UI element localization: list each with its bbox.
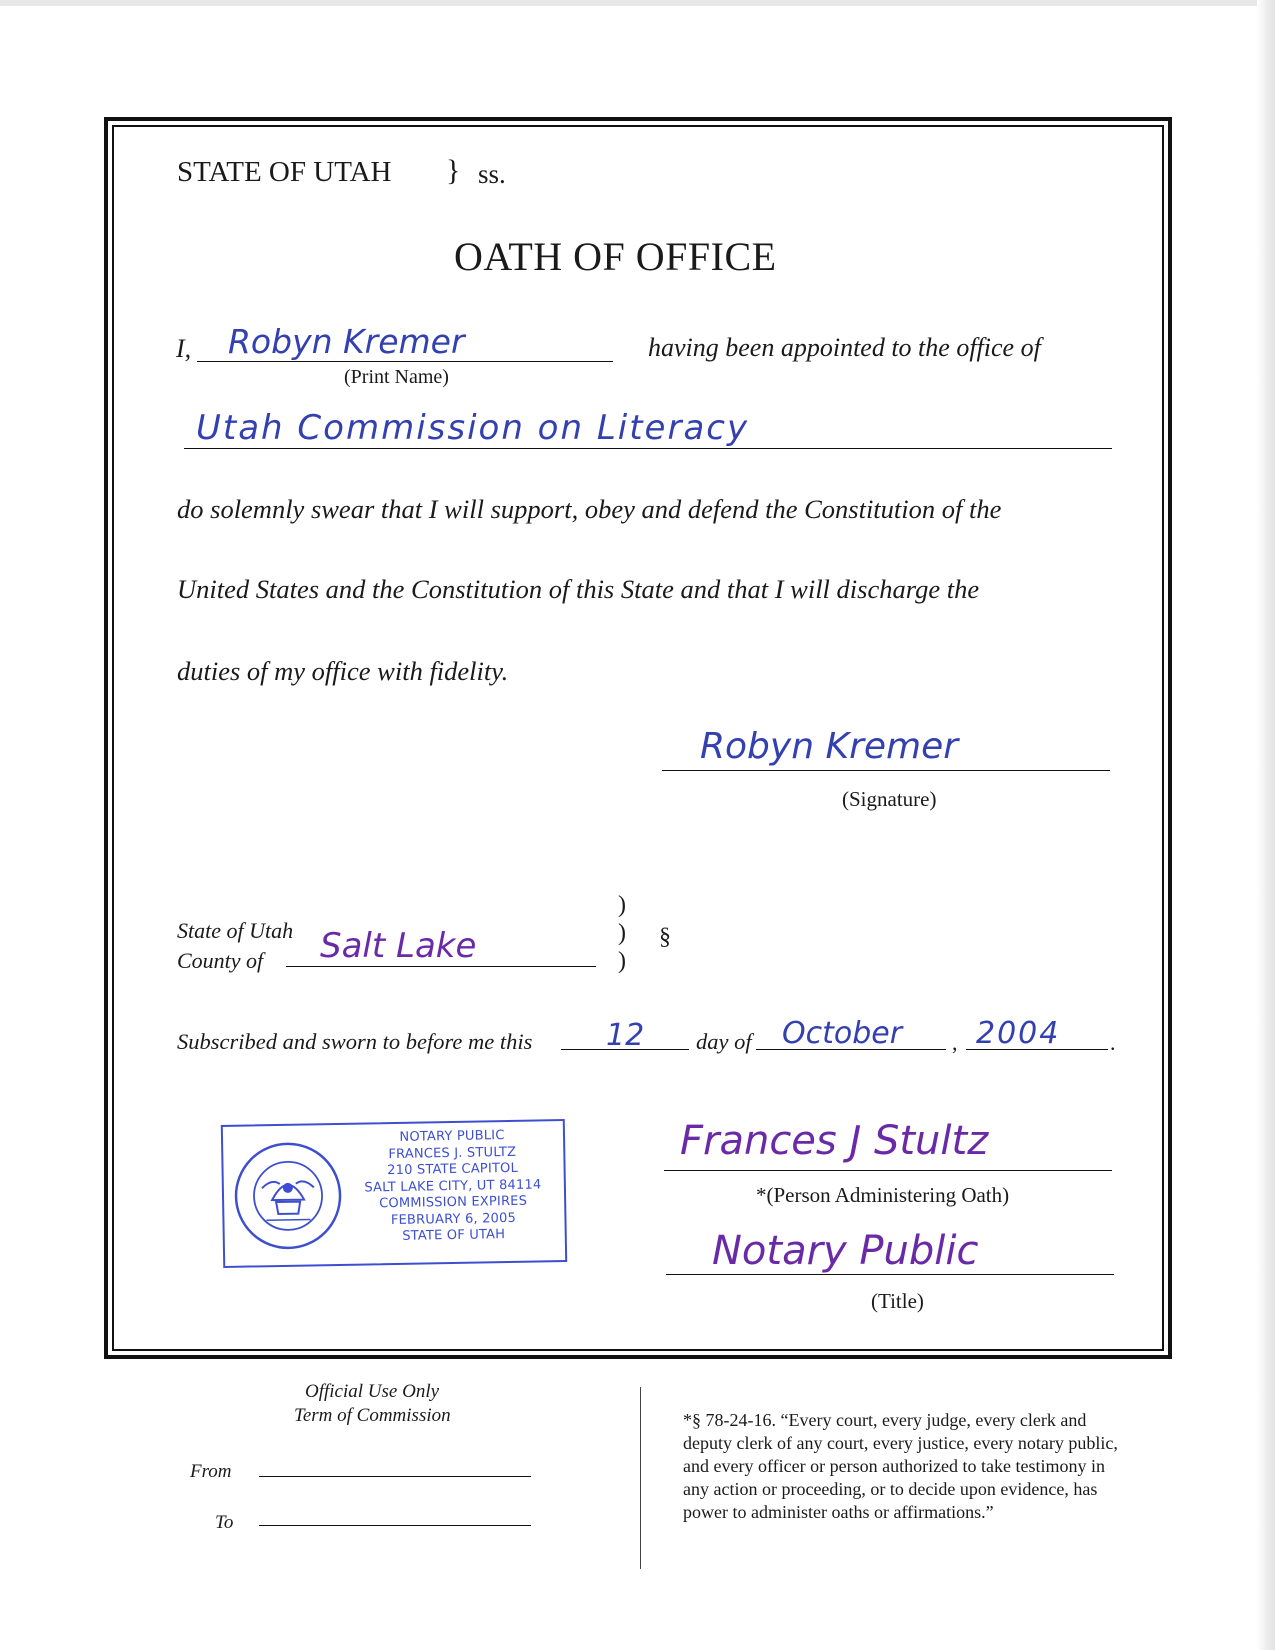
state-of-utah-label: State of Utah [177, 918, 294, 943]
venue-paren-3: ) [618, 948, 626, 974]
footer-divider [640, 1387, 641, 1569]
legal-line: any action or proceeding, or to decide upon evidence, has [683, 1479, 1098, 1499]
i-label: I, [176, 334, 192, 363]
stamp-line: STATE OF UTAH [402, 1227, 506, 1244]
stamp-line: SALT LAKE CITY, UT 84114 [364, 1176, 542, 1196]
legal-footnote [683, 1409, 1203, 1524]
signature-line [662, 770, 1110, 771]
scan-right-edge [1257, 0, 1275, 1650]
from-line [259, 1476, 531, 1477]
notary-stamp [221, 1119, 567, 1268]
official-use-heading: Official Use Only [305, 1381, 440, 1402]
date-comma: , [952, 1030, 958, 1055]
administering-signature-handwritten: Frances J Stultz [680, 1118, 989, 1164]
day-of-text: day of [696, 1029, 752, 1054]
date-period: . [1110, 1030, 1116, 1055]
stamp-text [343, 1127, 563, 1246]
signature-caption: (Signature) [842, 787, 937, 811]
state-seal-icon [231, 1139, 345, 1253]
legal-line: power to administer oaths or affirmations.” [683, 1502, 994, 1522]
day-handwritten: 12 [606, 1018, 645, 1053]
office-handwritten: Utah Commission on Literacy [196, 408, 750, 448]
title-handwritten: Notary Public [712, 1228, 979, 1274]
stamp-line: COMMISSION EXPIRES [379, 1193, 528, 1212]
signature-handwritten: Robyn Kremer [700, 726, 959, 767]
stamp-line: FRANCES J. STULTZ [388, 1144, 517, 1162]
legal-line: *§ 78-24-16. “Every court, every judge, every clerk and [683, 1410, 1087, 1430]
term-heading: Term of Commission [294, 1405, 451, 1426]
state-heading: STATE OF UTAH [177, 156, 392, 188]
venue-paren-1: ) [618, 892, 626, 918]
title-caption: (Title) [871, 1289, 924, 1313]
scan-top-edge [0, 0, 1275, 6]
venue-paren-2: ) [618, 920, 626, 946]
venue-brace: } [446, 154, 461, 187]
oath-body-line-2: United States and the Constitution of this State and that I will discharge the [177, 574, 980, 604]
subscribed-text: Subscribed and sworn to before me this [177, 1029, 533, 1054]
ss-label: ss. [478, 159, 506, 189]
appointed-text: having been appointed to the office of [648, 333, 1041, 362]
print-name-caption: (Print Name) [344, 366, 449, 388]
name-handwritten: Robyn Kremer [228, 322, 465, 361]
to-line [259, 1525, 531, 1526]
page-title: OATH OF OFFICE [454, 234, 777, 279]
section-symbol: § [659, 924, 671, 950]
title-line [666, 1274, 1114, 1275]
legal-line: deputy clerk of any court, every justice, every notary public, [683, 1433, 1118, 1453]
stamp-line: FEBRUARY 6, 2005 [390, 1210, 517, 1228]
stamp-line: NOTARY PUBLIC [399, 1128, 505, 1145]
county-line [286, 966, 596, 967]
from-label: From [190, 1461, 232, 1482]
legal-line: and every officer or person authorized to take testimony in [683, 1456, 1106, 1476]
county-label: County of [177, 948, 264, 973]
to-label: To [215, 1512, 234, 1533]
county-handwritten: Salt Lake [320, 926, 477, 966]
name-line [197, 361, 613, 362]
administering-signature-line [664, 1170, 1112, 1171]
oath-body-line-3: duties of my office with fidelity. [177, 656, 509, 686]
stamp-line: 210 STATE CAPITOL [387, 1160, 519, 1179]
oath-body-line-1: do solemnly swear that I will support, obey and defend the Constitution of the [177, 494, 1002, 524]
month-handwritten: October [782, 1016, 903, 1051]
administering-caption: *(Person Administering Oath) [756, 1183, 1010, 1207]
office-line [184, 448, 1112, 449]
year-handwritten: 2004 [976, 1016, 1061, 1051]
